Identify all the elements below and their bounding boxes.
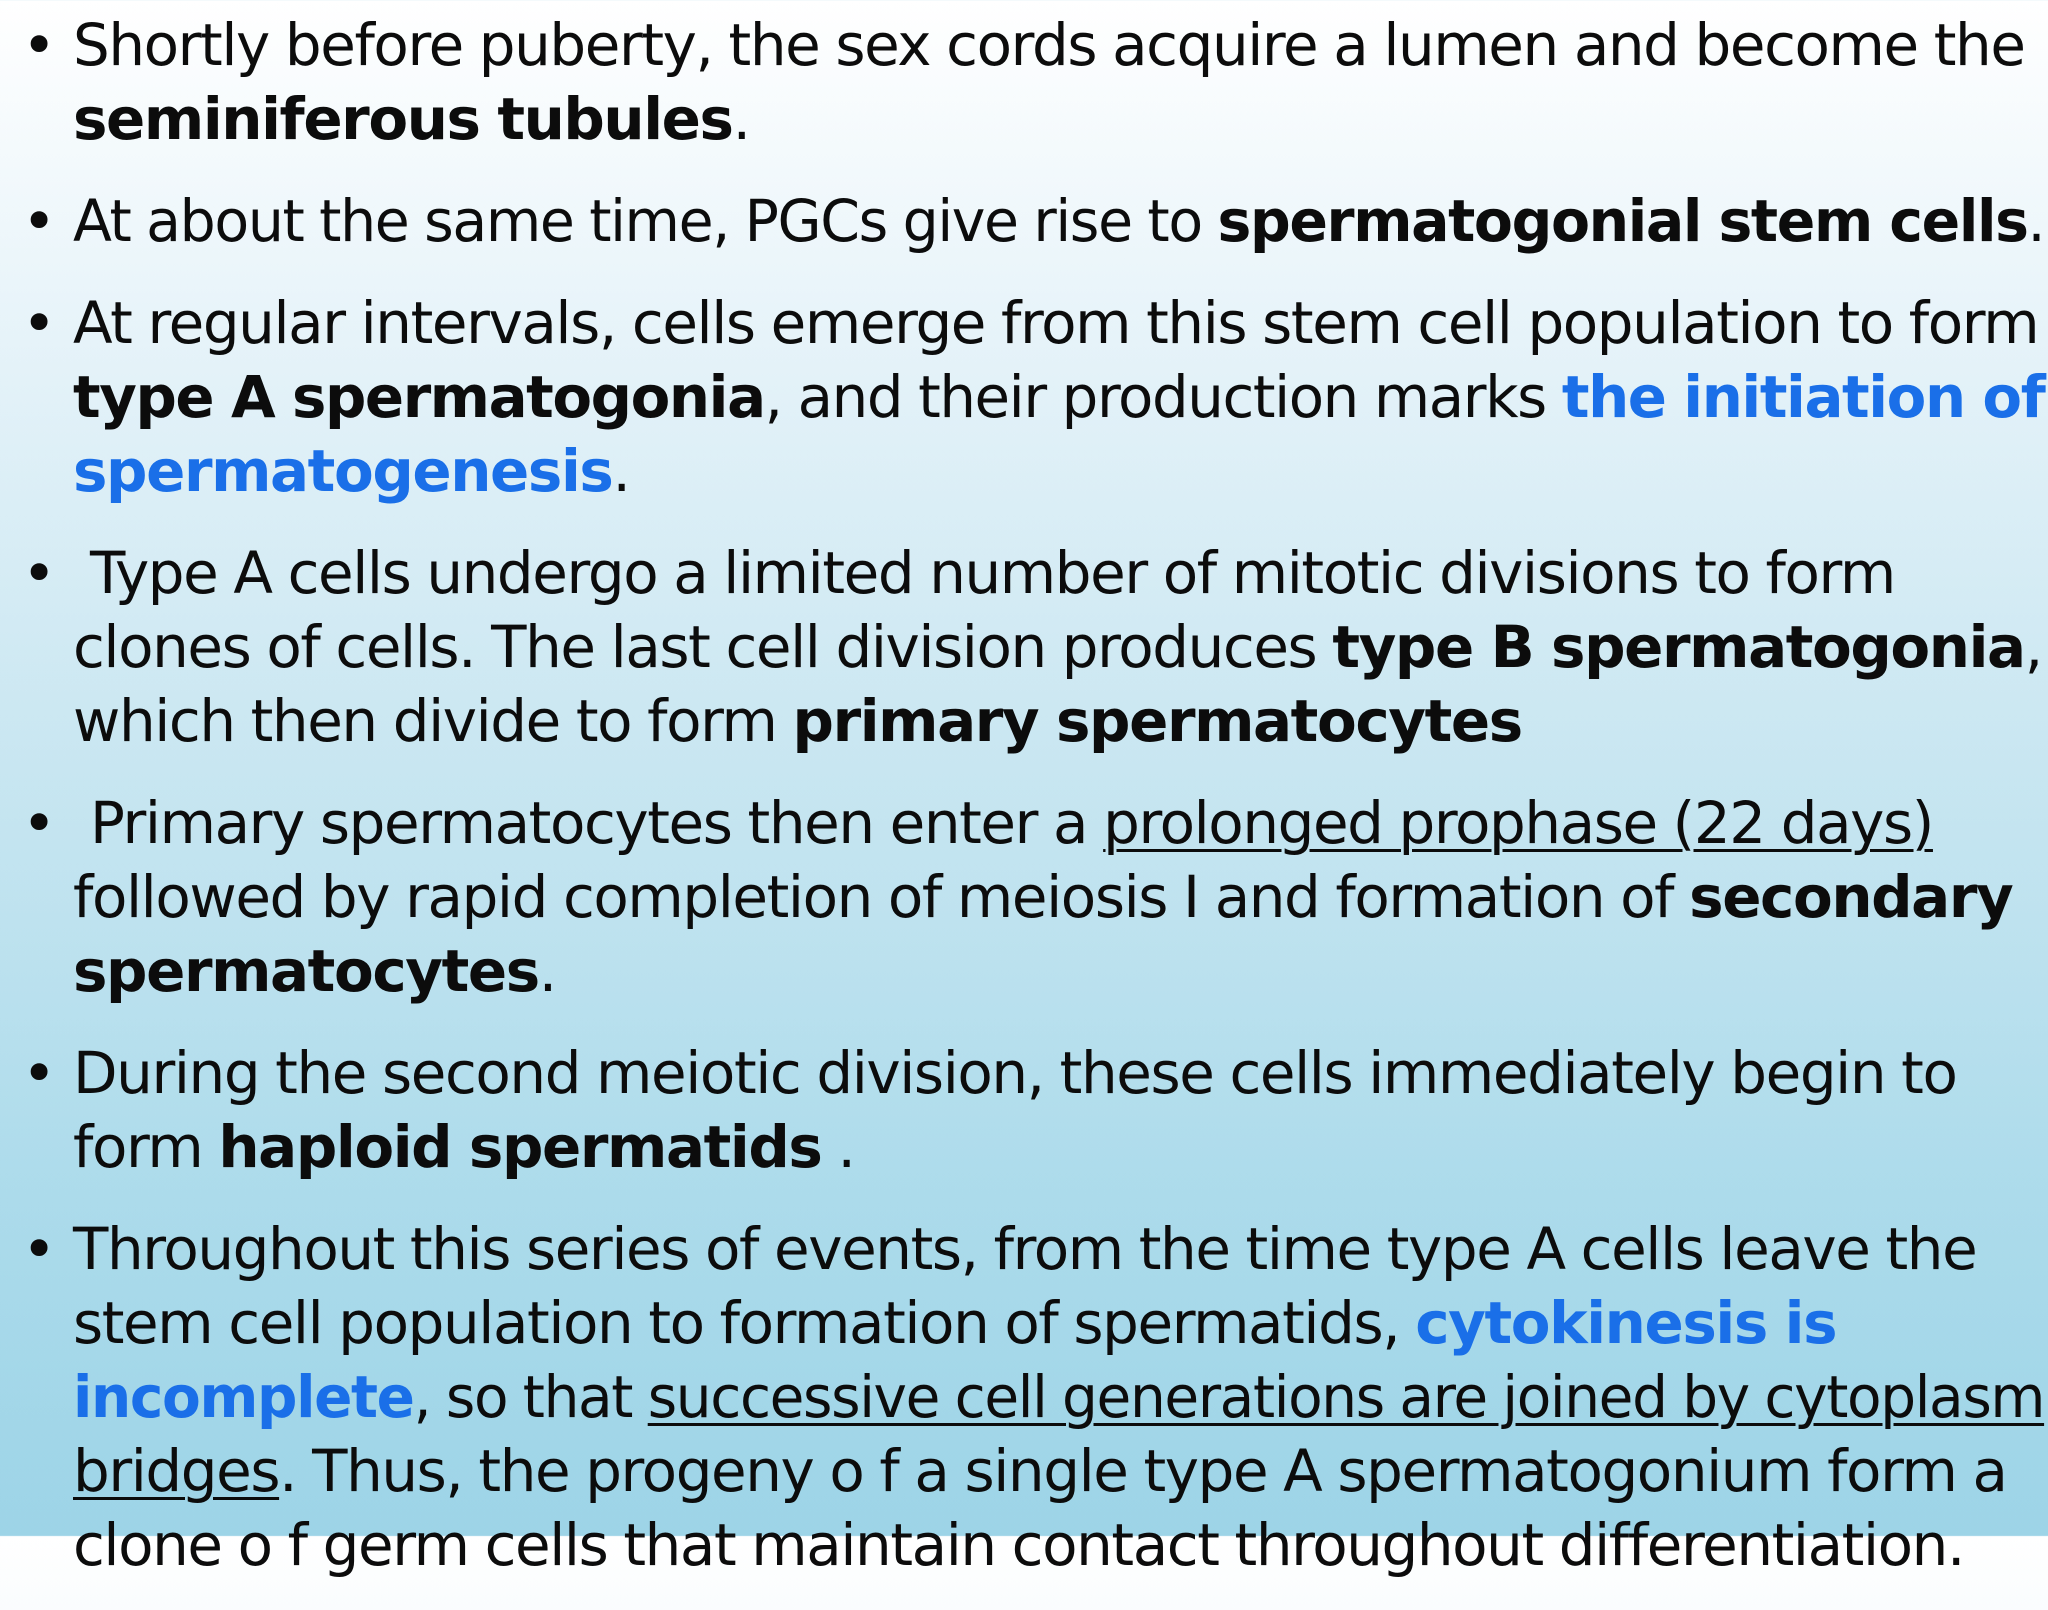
bullet-item	[0, 536, 2048, 758]
bullet-line	[73, 1286, 2044, 1360]
body-text: clone o f germ cells that maintain contact throughout differentiation.	[73, 1511, 1964, 1579]
body-text: form	[73, 1113, 219, 1181]
body-text: .	[538, 937, 556, 1005]
emphasis-text: type B spermatogonia	[1332, 613, 2025, 681]
bullet-line	[73, 934, 2044, 1008]
body-text: stem cell population to formation of spermatids,	[73, 1289, 1416, 1357]
emphasis-text: type A spermatogonia	[73, 363, 765, 431]
emphasis-text: spermatogenesis	[73, 437, 613, 505]
emphasis-text: seminiferous tubules	[73, 85, 733, 153]
emphasis-text: primary spermatocytes	[792, 687, 1522, 755]
bullet-line	[73, 184, 2045, 258]
emphasis-text: the initiation of	[1561, 363, 2045, 431]
bullet-line	[73, 8, 2044, 82]
emphasis-text: secondary	[1689, 863, 2013, 931]
bullet-line	[73, 860, 2044, 934]
body-text: , and their production marks	[764, 363, 1562, 431]
underlined-text: prolonged prophase (22 days)	[1103, 789, 1933, 857]
bullet-line	[73, 536, 2044, 610]
body-text: .	[732, 85, 750, 153]
body-text: .	[612, 437, 630, 505]
body-text: At about the same time, PGCs give rise to	[73, 187, 1218, 255]
bullet-item	[0, 1036, 2048, 1184]
body-text: clones of cells. The last cell division produces	[73, 613, 1333, 681]
bullet-line	[73, 1508, 2044, 1582]
emphasis-text: spermatogonial stem cells	[1217, 187, 2028, 255]
emphasis-text: spermatocytes	[73, 937, 539, 1005]
body-text: ,	[2024, 613, 2042, 681]
bullet-line	[73, 82, 2044, 156]
body-text: Primary spermatocytes then enter a	[73, 789, 1104, 857]
bullet-line	[73, 360, 2045, 434]
bullet-line	[73, 610, 2044, 684]
body-text: Type A cells undergo a limited number of mitotic divisions to form	[73, 539, 1895, 607]
bullet-list	[0, 8, 2048, 1610]
bullet-item	[0, 184, 2048, 258]
body-text: During the second meiotic division, these cells immediately begin to	[73, 1039, 1957, 1107]
underlined-text: bridges	[73, 1437, 280, 1505]
body-text: , so that	[413, 1363, 648, 1431]
bullet-item	[0, 8, 2048, 156]
bullet-line	[73, 684, 2044, 758]
bullet-item	[0, 1212, 2048, 1582]
underlined-text: successive cell generations are joined by cytoplasm	[647, 1363, 2045, 1431]
body-text: . Thus, the progeny o f a single type A spermatogonium form a	[279, 1437, 2007, 1505]
bullet-line	[73, 286, 2044, 360]
bullet-line	[73, 434, 2044, 508]
body-text: Throughout this series of events, from the time type A cells leave the	[73, 1215, 1977, 1283]
body-text: .	[2027, 187, 2045, 255]
emphasis-text: cytokinesis is	[1415, 1289, 1837, 1357]
bullet-line	[73, 1110, 2044, 1184]
body-text: .	[821, 1113, 855, 1181]
emphasis-text: haploid spermatids	[218, 1113, 822, 1181]
body-text: At regular intervals, cells emerge from this stem cell population to form	[73, 289, 2039, 357]
bullet-line	[73, 1036, 2044, 1110]
bullet-line	[73, 1212, 2044, 1286]
bullet-item	[0, 786, 2048, 1008]
bullet-line	[73, 1434, 2044, 1508]
body-text: which then divide to form	[73, 687, 793, 755]
body-text: followed by rapid completion of meiosis I and formation of	[73, 863, 1690, 931]
bullet-item	[0, 286, 2048, 508]
bullet-line	[73, 786, 2044, 860]
bullet-line	[73, 1360, 2045, 1434]
emphasis-text: incomplete	[73, 1363, 414, 1431]
body-text: Shortly before puberty, the sex cords acquire a lumen and become the	[73, 11, 2025, 79]
